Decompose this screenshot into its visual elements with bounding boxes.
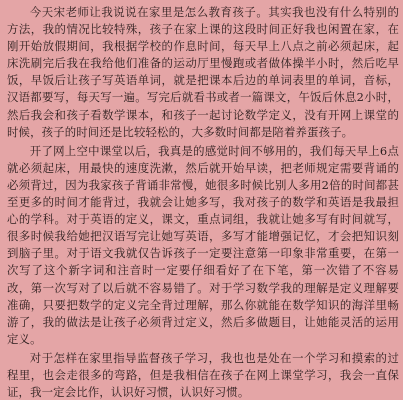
document-body	[7, 4, 399, 400]
paragraph-1: 今天宋老师让我说说在家里是怎么教育孩子。其实我也没有什么特别的方法，我的情况比较特殊，孩子在家上课的这段时间正好我也闲置在家，在刚开始放假期间，我根据学校的作息时间，每天早上八点之前必须起床，起床洗刷完后我在我给他们准备的运动厅里慢跑或者做体操半小时，然后吃早饭，早饭后让孩子写英语单词，就是把课本后边的单词表里的单词，音标，汉语都要写，每天写一遍。写完后就看书或者一篇课文，午饭后休息2小时，然后我会和孩子看数学课本，和孩子一起讨论数学定义，没有开网上课堂的时候，孩子的时间还是比较轻松的，大多数时间都是陪着养蛋孩子。	[7, 5, 399, 139]
paragraph-3: 对于怎样在家里指导监督孩子学习，我也也是处在一个学习和摸索的过程里，也会走很多的弯路，但是我相信在孩子在网上课堂学习，我会一直保证，我一定会比作，认识好习惯，认识好习惯。	[7, 350, 399, 400]
paragraph-2: 开了网上空中课堂以后，我真是的感觉时间不够用的，我们每天早上6点就必须起床，用最快的速度洗漱，然后就开始早读，把老师规定需要背诵的必须背过，因为我家孩子背诵非常慢，她很多时候比别人多用2倍的时间都甚至更多的时间才能背过，我就会让她多写，我对孩子的数学和英语是我最担心的学科。对于英语的定义，课文，重点词组，我就让她多写有时间就写，很多时候我给她把汉语写完让她写英语，多写才能增强记忆，才会把知识刻到脑子里。对于语文我就仅告诉孩子一定要注意第一印象非常重要，在第一次写了这个新字词和注音时一定要仔细看好了在下笔，第一次错了不容易改，第一次写对了以后就不容易错了。对于学习数学我的理解是定义理解要准确，只要把数学的定义完全背过理解，那么你就能在数学知识的海洋里畅游了，我的做法是让孩子必须背过定义，然后多做题目，让她能灵活的运用定义。	[7, 143, 399, 346]
